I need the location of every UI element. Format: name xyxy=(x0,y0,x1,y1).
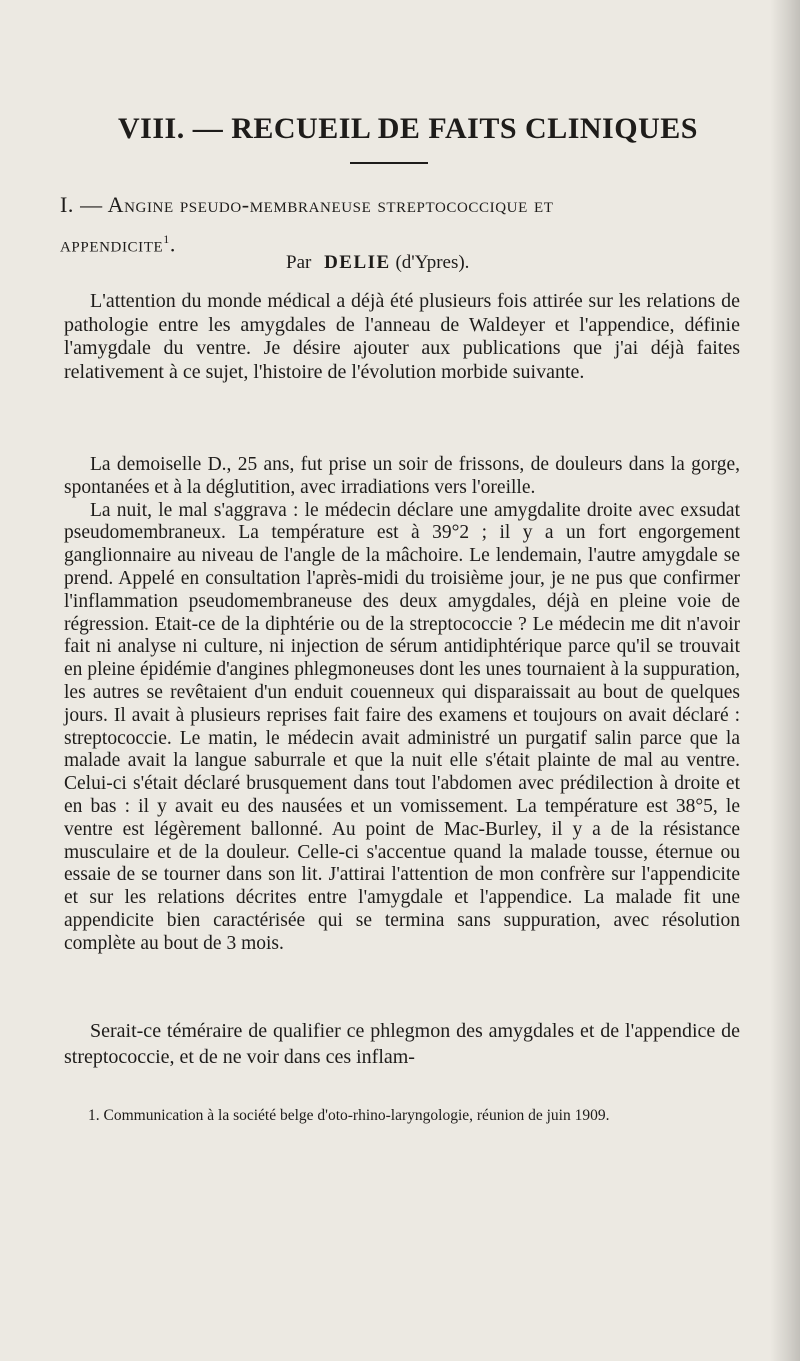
paragraph-conclusion: Serait-ce téméraire de qualifier ce phlegmon des amygdales et de l'appendice de streptococcie, et de ne voir dans ces inflam- xyxy=(64,1020,740,1069)
footnote: 1. Communication à la société belge d'oto-rhino-laryngologie, réunion de juin 1909. xyxy=(88,1107,610,1124)
page-edge-shadow xyxy=(770,0,800,1361)
conclusion-block xyxy=(64,1018,740,1070)
article-title-word: appendicite xyxy=(60,231,164,257)
author-name: DELIE xyxy=(324,252,391,273)
intro-block xyxy=(64,290,740,384)
case-block xyxy=(64,454,740,956)
byline-prefix: Par xyxy=(286,252,312,273)
byline xyxy=(286,252,469,274)
heading-rule xyxy=(350,162,428,164)
article-title-end: . xyxy=(169,231,176,257)
paragraph-case-history: La nuit, le mal s'aggrava : le médecin déclare une amygdalite droite avec exsudat pseudomembraneux. La température est à 39°2 ; il y a un fort engorgement ganglionnaire au niveau de l'angle de la mâchoire. Le lendemain, l'autre amygdale se prend. Appelé en consultation l'après-midi du troisième jour, je ne pus que confirmer l'inflammation pseudomembraneuse des deux amygdales, déjà en pleine voie de régression. Etait-ce de la diphtérie ou de la streptococcie ? Le médecin me dit n'avoir fait ni analyse ni culture, ni injection de sérum antidiphtérique parce qu'il se trouvait en pleine épidémie d'angines phlegmoneuses dont les unes tournaient à la suppuration, les autres se revêtaient d'un enduit couenneux qui disparaissait au bout de quelques jours. Il avait à plusieurs reprises fait faire des examens et toujours on avait déclaré : streptococcie. Le matin, le médecin avait administré un purgatif salin parce que la malade avait la langue saburrale et que la nuit elle s'était plainte de mal au ventre. Celui-ci s'était déclaré brusquement dans tout l'abdomen avec prédilection à droite et en bas : il y avait eu des nausées et un vomissement. La température est 38°5, le ventre est légèrement ballonné. Au point de Mac-Burley, il y a de la résistance musculaire et de la douleur. Celle-ci s'accentue quand la malade tousse, éternue ou essaie de se tourner dans son lit. J'attirai l'attention de mon confrère sur l'appendicite et sur les relations décrites entre l'amygdale et l'appendice. La malade fit une appendicite bien caractérisée qui se termina sans suppuration, avec résolution complète au bout de 3 mois. xyxy=(64,499,740,954)
section-heading: VIII. — RECUEIL DE FAITS CLINIQUES xyxy=(118,112,698,145)
paragraph-intro: L'attention du monde médical a déjà été plusieurs fois attirée sur les relations de pathologie entre les amygdales de l'anneau de Waldeyer et l'appendice, définie l'amygdale du ventre. Je désire ajouter aux publications que j'ai déjà faites relativement à ce sujet, l'histoire de l'évolution morbide suivante. xyxy=(64,290,740,383)
article-title-line-1: I. — Angine pseudo-membraneuse streptococcique et xyxy=(60,192,554,217)
footnote-marker: 1 xyxy=(163,232,170,246)
paragraph-patient: La demoiselle D., 25 ans, fut prise un soir de frissons, de douleurs dans la gorge, spontanées et à la déglutition, avec irradiations vers l'oreille. xyxy=(64,454,740,498)
article-title xyxy=(60,188,750,261)
author-affiliation: (d'Ypres). xyxy=(395,252,470,273)
